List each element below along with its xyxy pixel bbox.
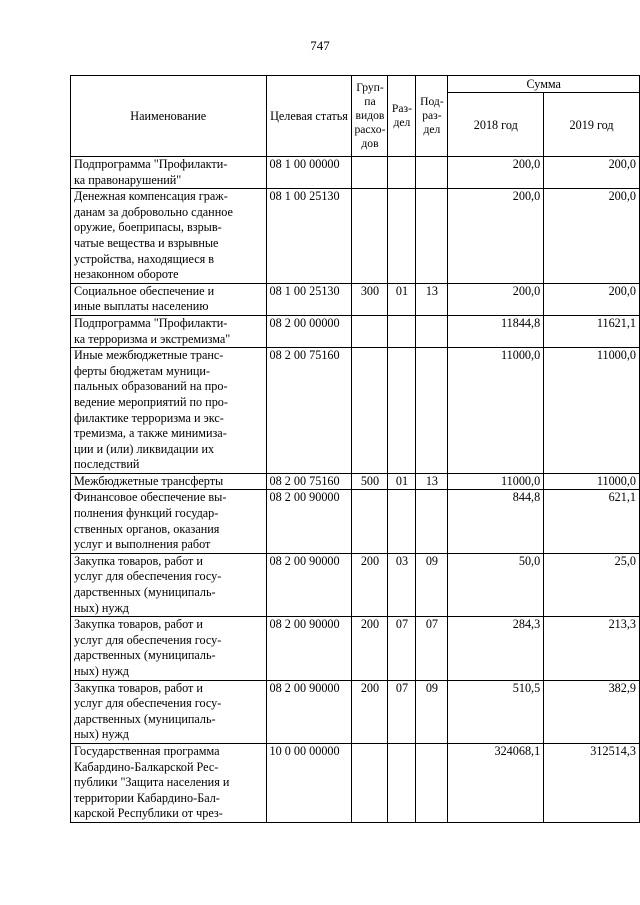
cell-sum-2019: 312514,3 [544,743,640,822]
cell-expense-group: 200 [352,680,388,743]
cell-subsection: 13 [416,473,448,490]
cell-subsection [416,490,448,553]
cell-subsection: 09 [416,680,448,743]
cell-subsection: 07 [416,617,448,680]
cell-expense-group: 300 [352,283,388,315]
cell-name: Государственная программа Кабардино-Балкарской Рес- публики "Защита населения и территории Кабардино-Бал- карской Республики от чрез- [71,743,267,822]
cell-sum-2018: 284,3 [448,617,544,680]
cell-expense-group: 200 [352,617,388,680]
cell-sum-2019: 621,1 [544,490,640,553]
header-year-2019: 2019 год [544,93,640,157]
cell-subsection [416,743,448,822]
cell-sum-2018: 510,5 [448,680,544,743]
cell-name: Закупка товаров, работ и услуг для обеспечения госу- дарственных (муниципаль- ных) нужд [71,617,267,680]
cell-sum-2019: 11000,0 [544,473,640,490]
cell-target-article: 08 2 00 90000 [266,490,352,553]
table-row [71,617,640,680]
cell-sum-2018: 11844,8 [448,315,544,347]
cell-sum-2019: 213,3 [544,617,640,680]
cell-sum-2018: 11000,0 [448,348,544,474]
cell-name: Межбюджетные трансферты [71,473,267,490]
cell-expense-group [352,348,388,474]
cell-section [388,189,416,284]
cell-target-article: 08 2 00 90000 [266,553,352,616]
cell-sum-2019: 200,0 [544,189,640,284]
cell-section: 01 [388,473,416,490]
cell-subsection [416,157,448,189]
cell-expense-group [352,157,388,189]
cell-subsection [416,189,448,284]
table-row [71,157,640,189]
cell-target-article: 08 1 00 00000 [266,157,352,189]
cell-name: Закупка товаров, работ и услуг для обеспечения госу- дарственных (муниципаль- ных) нужд [71,553,267,616]
page-number: 747 [310,38,330,53]
cell-name: Денежная компенсация граж- данам за добровольно сданное оружие, боеприпасы, взрыв- чатые вещества и взрывные устройства, находящиеся в незаконном обороте [71,189,267,284]
cell-sum-2019: 11621,1 [544,315,640,347]
cell-subsection: 13 [416,283,448,315]
cell-sum-2019: 200,0 [544,283,640,315]
cell-section [388,157,416,189]
table-row [71,283,640,315]
cell-target-article: 08 2 00 90000 [266,617,352,680]
cell-name: Подпрограмма "Профилакти- ка терроризма и экстремизма" [71,315,267,347]
header-year-2018: 2018 год [448,93,544,157]
cell-expense-group: 500 [352,473,388,490]
cell-section [388,315,416,347]
cell-name: Иные межбюджетные транс- ферты бюджетам муници- пальных образований на про- ведение мероприятий по про- филактике терроризма и экс- тремизма, а также минимиза- ции и (или) ликвидации их последствий [71,348,267,474]
table-row [71,743,640,822]
header-expense-group: Груп- па видов расхо- дов [352,76,388,157]
cell-sum-2018: 50,0 [448,553,544,616]
header-section: Раз- дел [388,76,416,157]
cell-sum-2018: 200,0 [448,189,544,284]
table-row [71,553,640,616]
cell-section [388,348,416,474]
cell-subsection [416,348,448,474]
header-target-article: Целевая статья [266,76,352,157]
budget-table [70,75,640,823]
cell-section: 07 [388,680,416,743]
cell-target-article: 08 2 00 75160 [266,473,352,490]
cell-section: 07 [388,617,416,680]
cell-expense-group [352,315,388,347]
cell-sum-2019: 25,0 [544,553,640,616]
cell-name: Подпрограмма "Профилакти- ка правонарушений" [71,157,267,189]
table-row [71,189,640,284]
table-header [71,76,640,157]
cell-sum-2018: 324068,1 [448,743,544,822]
table-row [71,680,640,743]
cell-target-article: 08 2 00 75160 [266,348,352,474]
cell-sum-2018: 11000,0 [448,473,544,490]
table-row [71,348,640,474]
header-subsection: Под- раз- дел [416,76,448,157]
table-row [71,473,640,490]
table-body [71,157,640,823]
cell-section [388,743,416,822]
cell-section [388,490,416,553]
cell-target-article: 08 2 00 90000 [266,680,352,743]
cell-expense-group [352,743,388,822]
cell-subsection: 09 [416,553,448,616]
cell-sum-2018: 200,0 [448,157,544,189]
cell-sum-2019: 11000,0 [544,348,640,474]
header-sum: Сумма [448,76,640,93]
table-row [71,315,640,347]
cell-sum-2019: 200,0 [544,157,640,189]
cell-section: 03 [388,553,416,616]
cell-target-article: 10 0 00 00000 [266,743,352,822]
cell-target-article: 08 1 00 25130 [266,283,352,315]
cell-name: Финансовое обеспечение вы- полнения функций государ- ственных органов, оказания услуг и выполнения работ [71,490,267,553]
cell-expense-group: 200 [352,553,388,616]
table-row [71,490,640,553]
header-name: Наименование [71,76,267,157]
cell-subsection [416,315,448,347]
cell-name: Социальное обеспечение и иные выплаты населению [71,283,267,315]
cell-name: Закупка товаров, работ и услуг для обеспечения госу- дарственных (муниципаль- ных) нужд [71,680,267,743]
cell-sum-2019: 382,9 [544,680,640,743]
cell-sum-2018: 200,0 [448,283,544,315]
cell-expense-group [352,490,388,553]
cell-target-article: 08 1 00 25130 [266,189,352,284]
cell-section: 01 [388,283,416,315]
cell-sum-2018: 844,8 [448,490,544,553]
cell-expense-group [352,189,388,284]
cell-target-article: 08 2 00 00000 [266,315,352,347]
